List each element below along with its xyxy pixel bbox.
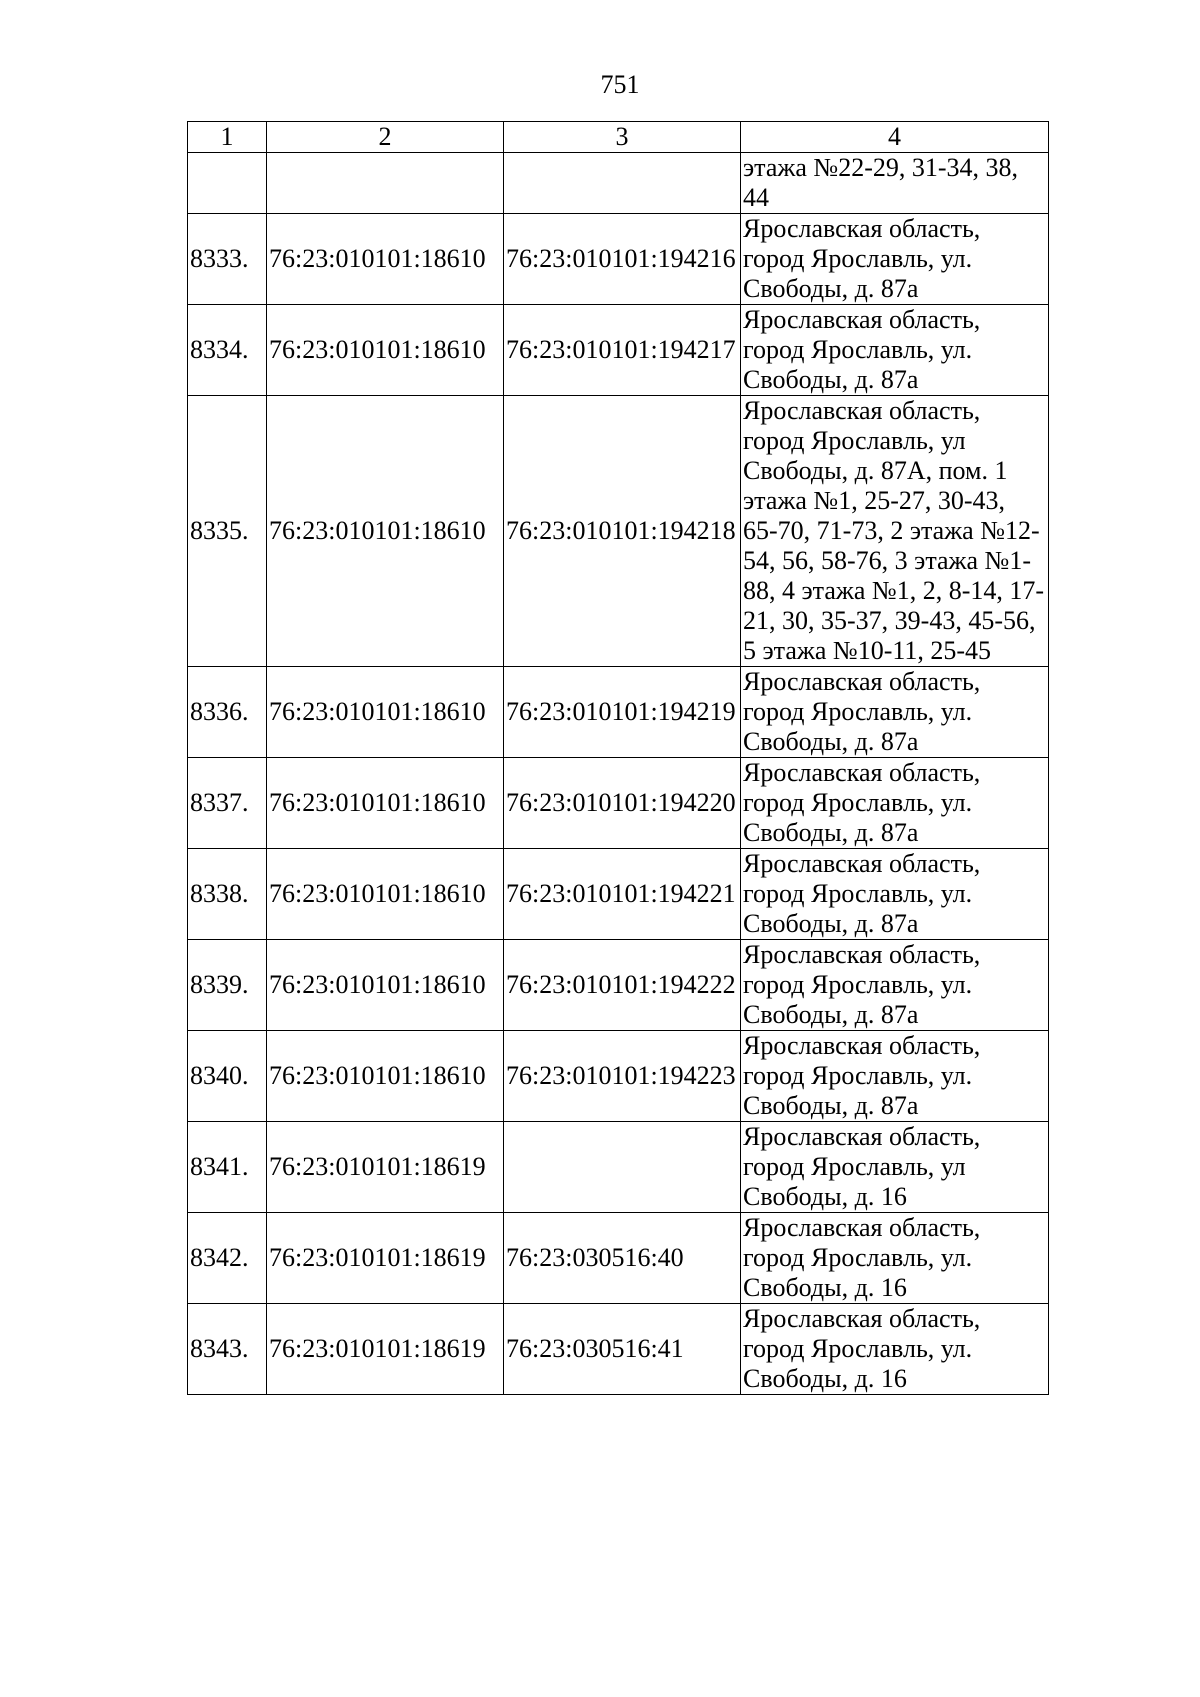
row-number-cell: 8342. [188,1213,267,1304]
address-cell: Ярославская область, город Ярославль, ул. Свободы, д. 87а [741,667,1049,758]
address-cell: Ярославская область, город Ярославль, ул. Свободы, д. 87а [741,940,1049,1031]
address-cell: Ярославская область, город Ярославль, ул Свободы, д. 87А, пом. 1 этажа №1, 25-27, 30-43, 65-70, 71-73, 2 этажа №12-54, 56, 58-76, 3 этажа №1-88, 4 этажа №1, 2, 8-14, 17-21, 30, 35-37, 39-43, 45-56, 5 этажа №10-11, 25-45 [741,396,1049,667]
address-cell: Ярославская область, город Ярославль, ул. Свободы, д. 87а [741,214,1049,305]
row-number-cell: 8339. [188,940,267,1031]
cadastral-number-cell: 76:23:010101:18610 [267,849,504,940]
table-row [188,1304,1049,1395]
cadastral-number-cell: 76:23:010101:18610 [267,1031,504,1122]
address-cell: Ярославская область, город Ярославль, ул. Свободы, д. 87а [741,1031,1049,1122]
column-header-4: 4 [741,122,1049,153]
address-cell: Ярославская область, город Ярославль, ул Свободы, д. 16 [741,1122,1049,1213]
page-number: 751 [600,70,640,99]
column-header-1: 1 [188,122,267,153]
cadastral-number-cell: 76:23:010101:18610 [267,305,504,396]
linked-cadastral-number-cell: 76:23:010101:194218 [504,396,741,667]
linked-cadastral-number-cell: 76:23:010101:194216 [504,214,741,305]
row-number-cell: 8340. [188,1031,267,1122]
column-header-2: 2 [267,122,504,153]
cadastral-number-cell: 76:23:010101:18619 [267,1304,504,1395]
linked-cadastral-number-cell: 76:23:030516:41 [504,1304,741,1395]
cadastral-number-cell: 76:23:010101:18619 [267,1122,504,1213]
address-cell: Ярославская область, город Ярославль, ул. Свободы, д. 87а [741,758,1049,849]
cadastral-number-cell [267,153,504,214]
table-row [188,940,1049,1031]
row-number-cell [188,153,267,214]
cadastral-number-cell: 76:23:010101:18619 [267,1213,504,1304]
table-row [188,758,1049,849]
table-row [188,849,1049,940]
table-row [188,396,1049,667]
address-cell: Ярославская область, город Ярославль, ул. Свободы, д. 87а [741,305,1049,396]
linked-cadastral-number-cell [504,153,741,214]
table-row [188,153,1049,214]
registry-table [187,121,1049,1395]
linked-cadastral-number-cell: 76:23:010101:194223 [504,1031,741,1122]
linked-cadastral-number-cell: 76:23:010101:194220 [504,758,741,849]
table-row [188,1031,1049,1122]
column-header-3: 3 [504,122,741,153]
row-number-cell: 8335. [188,396,267,667]
address-cell: Ярославская область, город Ярославль, ул. Свободы, д. 16 [741,1304,1049,1395]
row-number-cell: 8333. [188,214,267,305]
row-number-cell: 8337. [188,758,267,849]
row-number-cell: 8343. [188,1304,267,1395]
linked-cadastral-number-cell: 76:23:010101:194222 [504,940,741,1031]
linked-cadastral-number-cell: 76:23:010101:194219 [504,667,741,758]
table-header-row [188,122,1049,153]
table-row [188,667,1049,758]
cadastral-number-cell: 76:23:010101:18610 [267,214,504,305]
table-row [188,214,1049,305]
cadastral-number-cell: 76:23:010101:18610 [267,396,504,667]
cadastral-number-cell: 76:23:010101:18610 [267,667,504,758]
row-number-cell: 8334. [188,305,267,396]
linked-cadastral-number-cell: 76:23:010101:194221 [504,849,741,940]
row-number-cell: 8338. [188,849,267,940]
address-cell: Ярославская область, город Ярославль, ул. Свободы, д. 87а [741,849,1049,940]
cadastral-number-cell: 76:23:010101:18610 [267,758,504,849]
table-row [188,305,1049,396]
linked-cadastral-number-cell: 76:23:030516:40 [504,1213,741,1304]
row-number-cell: 8341. [188,1122,267,1213]
address-cell: этажа №22-29, 31-34, 38, 44 [741,153,1049,214]
row-number-cell: 8336. [188,667,267,758]
cadastral-number-cell: 76:23:010101:18610 [267,940,504,1031]
linked-cadastral-number-cell: 76:23:010101:194217 [504,305,741,396]
linked-cadastral-number-cell [504,1122,741,1213]
address-cell: Ярославская область, город Ярославль, ул. Свободы, д. 16 [741,1213,1049,1304]
table-row [188,1122,1049,1213]
table-row [188,1213,1049,1304]
